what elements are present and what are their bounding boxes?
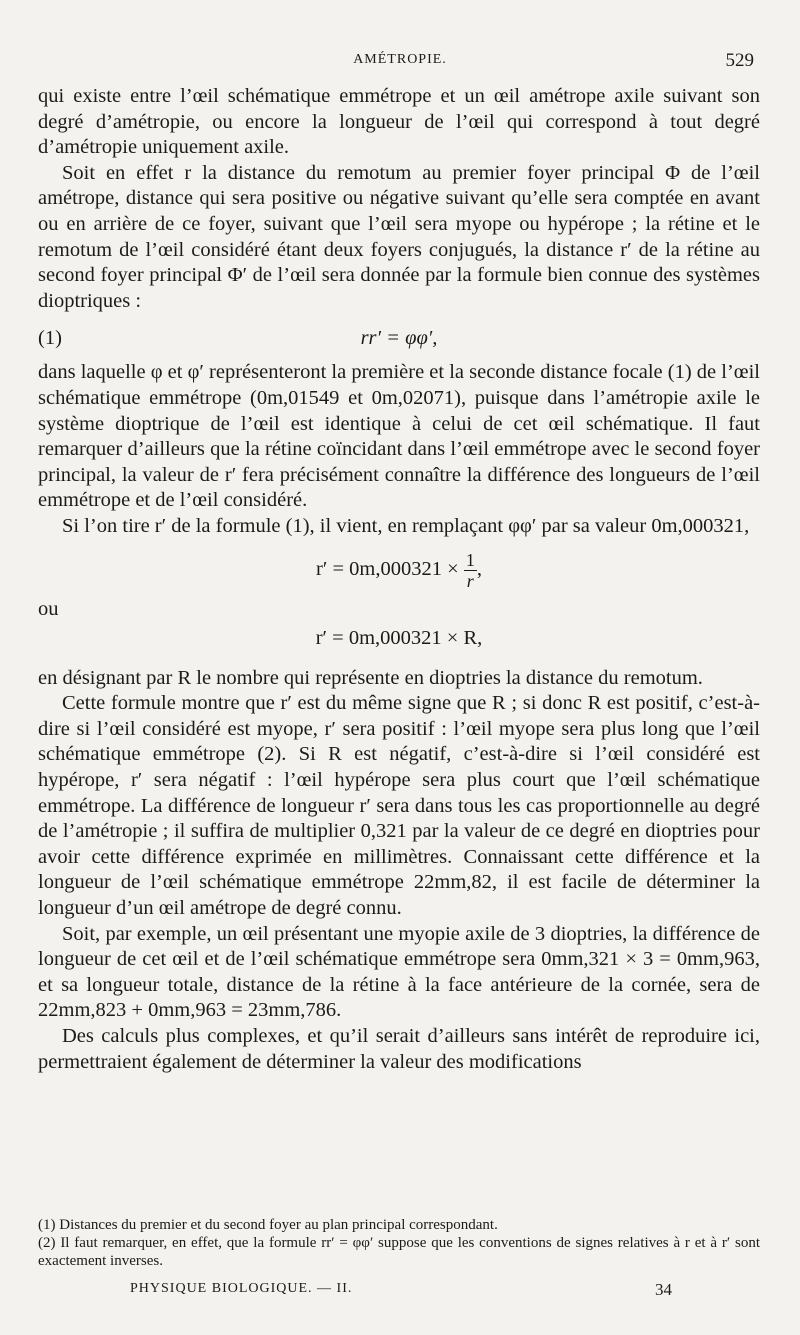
paragraph-6: Cette formule montre que r′ est du même signe que R ; si donc R est positif, c’est-à-dire si l’œil considéré est myope, r′ sera positif : l’œil myope sera plus long que l’œil schématique emmétrope (2). Si R est négatif, c’est-à-dire si l’œil considéré est hypérope, r′ sera négatif : l’œil hypérope sera plus court que l’œil schématique emmétrope. La différence de longueur r′ sera dans tous les cas proportionnelle au degré de l’amétropie ; il suffira de multiplier 0,321 par la valeur de ce degré en dioptries pour avoir cette différence exprimée en millimètres. Connaissant cette différence et la longueur de l’œil schématique emmétrope 22mm,82, il est facile de déterminer la longueur d’un œil amétrope de degré connu. [38, 692, 760, 920]
formula-1-expression: rr′ = φφ′, [360, 327, 438, 350]
body-text [38, 84, 760, 1075]
formula-2-fraction [464, 550, 477, 591]
footer-signature: 34 [655, 1280, 672, 1299]
ou-word: ou [38, 597, 59, 620]
page-number: 529 [725, 50, 754, 71]
formula-3: r′ = 0m,000321 × R, [315, 627, 483, 650]
footer-book-title: PHYSIQUE BIOLOGIQUE. — II. [130, 1281, 353, 1296]
footnote-1: (1) Distances du premier et du second foyer au plan principal correspondant. [38, 1217, 498, 1233]
paragraph-8: Des calculs plus complexes, et qu’il serait d’ailleurs sans intérêt de reproduire ici, permettraient également de déterminer la valeur des modifications [38, 1025, 760, 1073]
footnote-2: (2) Il faut remarquer, en effet, que la formule rr′ = φφ′ suppose que les conventions de signes relatives à r et à r′ sont exactement inverses. [38, 1235, 760, 1269]
formula-2-denominator: r [466, 570, 474, 591]
footnotes [38, 1216, 760, 1270]
paragraph-2: Soit en effet r la distance du remotum au premier foyer principal Φ de l’œil amétrope, distance qui sera positive ou négative suivant qu’elle sera comptée en avant ou en arrière de ce foyer, suivant que l’œil sera myope ou hypérope ; la rétine et le remotum de l’œil considéré étant deux foyers conjugués, la distance r′ de la rétine au second foyer principal Φ′ de l’œil sera donnée par la formule bien connue des systèmes dioptriques : [38, 161, 760, 312]
paragraph-3: dans laquelle φ et φ′ représenteront la première et la seconde distance focale (1) de l’œil schématique emmétrope (0m,01549 et 0m,02071), puisque dans l’amétropie axile le système dioptrique de l’œil est identique à celui de cet œil schématique. Il faut remarquer d’ailleurs que la rétine coïncidant dans l’œil emmétrope avec le second foyer principal, la valeur de r′ fera précisément connaître la différence des longueurs de l’œil emmétrope et de l’œil considéré. [38, 361, 760, 512]
formula-2-numerator: 1 [465, 549, 475, 570]
formula-2 [38, 550, 760, 591]
paragraph-5: en désignant par R le nombre qui représente en dioptries la distance du remotum. [38, 666, 703, 689]
formula-1-label: (1) [38, 327, 62, 350]
formula-2-tail: , [476, 557, 482, 580]
formula-1 [38, 320, 760, 356]
paragraph-4: Si l’on tire r′ de la formule (1), il vient, en remplaçant φφ′ par sa valeur 0m,000321, [62, 514, 750, 537]
paragraph-7: Soit, par exemple, un œil présentant une myopie axile de 3 dioptries, la différence de longueur de cet œil et de l’œil schématique emmétrope sera 0mm,321 × 3 = 0mm,963, et sa longueur totale, distance de la rétine à la face antérieure de la cornée, sera de 22mm,823 + 0mm,963 = 23mm,786. [38, 922, 760, 1022]
running-title: AMÉTROPIE. [353, 52, 447, 67]
formula-2-main: r′ = 0m,000321 × [316, 557, 459, 580]
paragraph-1: qui existe entre l’œil schématique emmétrope et un œil amétrope axile suivant son degré d’amétropie, ou encore la longueur de l’œil qui correspond à tout degré d’amétropie uniquement axile. [38, 85, 760, 159]
